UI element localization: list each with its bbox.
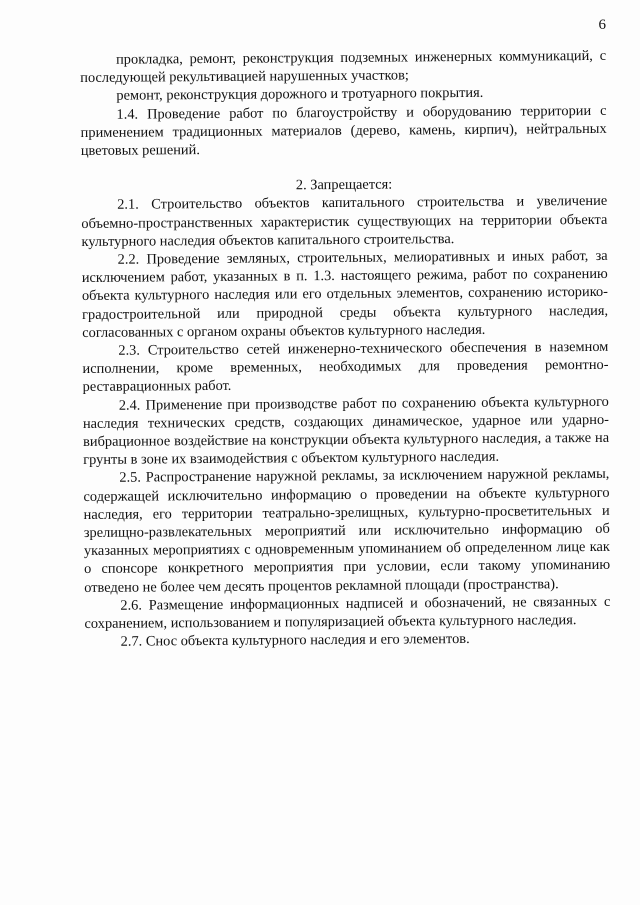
paragraph-2-3: 2.3. Строительство сетей инженерно-технического обеспечения в наземном исполнении, кроме временных, необходимых для проведения ремонтно-реставрационных работ. (82, 338, 609, 396)
paragraph-2-6: 2.6. Размещение информационных надписей и обозначений, не связанных с сохранением, использованием и популяризацией объекта культурного наследия. (84, 593, 611, 633)
paragraph-2-5: 2.5. Распространение наружной рекламы, за исключением наружной рекламы, содержащей исключительно информацию о проведении на объекте культурного наследия, его территории театрально-зрелищных, культурно-просветительных и зрелищно-развлекательных мероприятий или исключительно информацию об указанных мероприятиях с одновременным упоминанием об определенном лице как о спонсоре конкретного мероприятия при условии, если такому упоминанию отведено не более чем десять процентов рекламной площади (пространства). (83, 466, 611, 596)
document-body (80, 47, 611, 652)
paragraph-2-1: 2.1. Строительство объектов капитального строительства и увеличение объемно-пространственных характеристик существующих на территории объекта культурного наследия объектов капитального строительства. (81, 193, 608, 250)
paragraph-1-4: 1.4. Проведение работ по благоустройству и оборудованию территории с применением традиционных материалов (дерево, камень, кирпич), нейтральных цветовых решений. (80, 102, 607, 160)
page-number: 6 (598, 17, 606, 33)
paragraph-list-item-a: прокладка, ремонт, реконструкция подземных инженерных коммуникаций, с последующей рекультивацией нарушенных участков; (80, 47, 607, 87)
paragraph-2-4: 2.4. Применение при производстве работ по сохранению объекта культурного наследия технических средств, создающих динамическое, ударное или ударно-вибрационное воздействие на конструкции объекта культурного наследия, а также на грунты в зоне их взаимодействия с объектом культурного наследия. (82, 393, 610, 469)
paragraph-2-2: 2.2. Проведение земляных, строительных, мелиоративных и иных работ, за исключением работ, указанных в п. 1.3. настоящего режима, работ по сохранению объекта культурного наследия или его отдельных элементов, сохранению историко-градостроительной или природной среды объекта культурного наследия, согласованных с органом охраны объектов культурного наследия. (81, 247, 609, 341)
paragraph-list-item-b: ремонт, реконструкция дорожного и тротуарного покрытия. (116, 85, 484, 105)
section-heading: 2. Запрещается: (295, 176, 393, 194)
paragraph-2-7: 2.7. Снос объекта культурного наследия и его элементов. (120, 631, 470, 650)
